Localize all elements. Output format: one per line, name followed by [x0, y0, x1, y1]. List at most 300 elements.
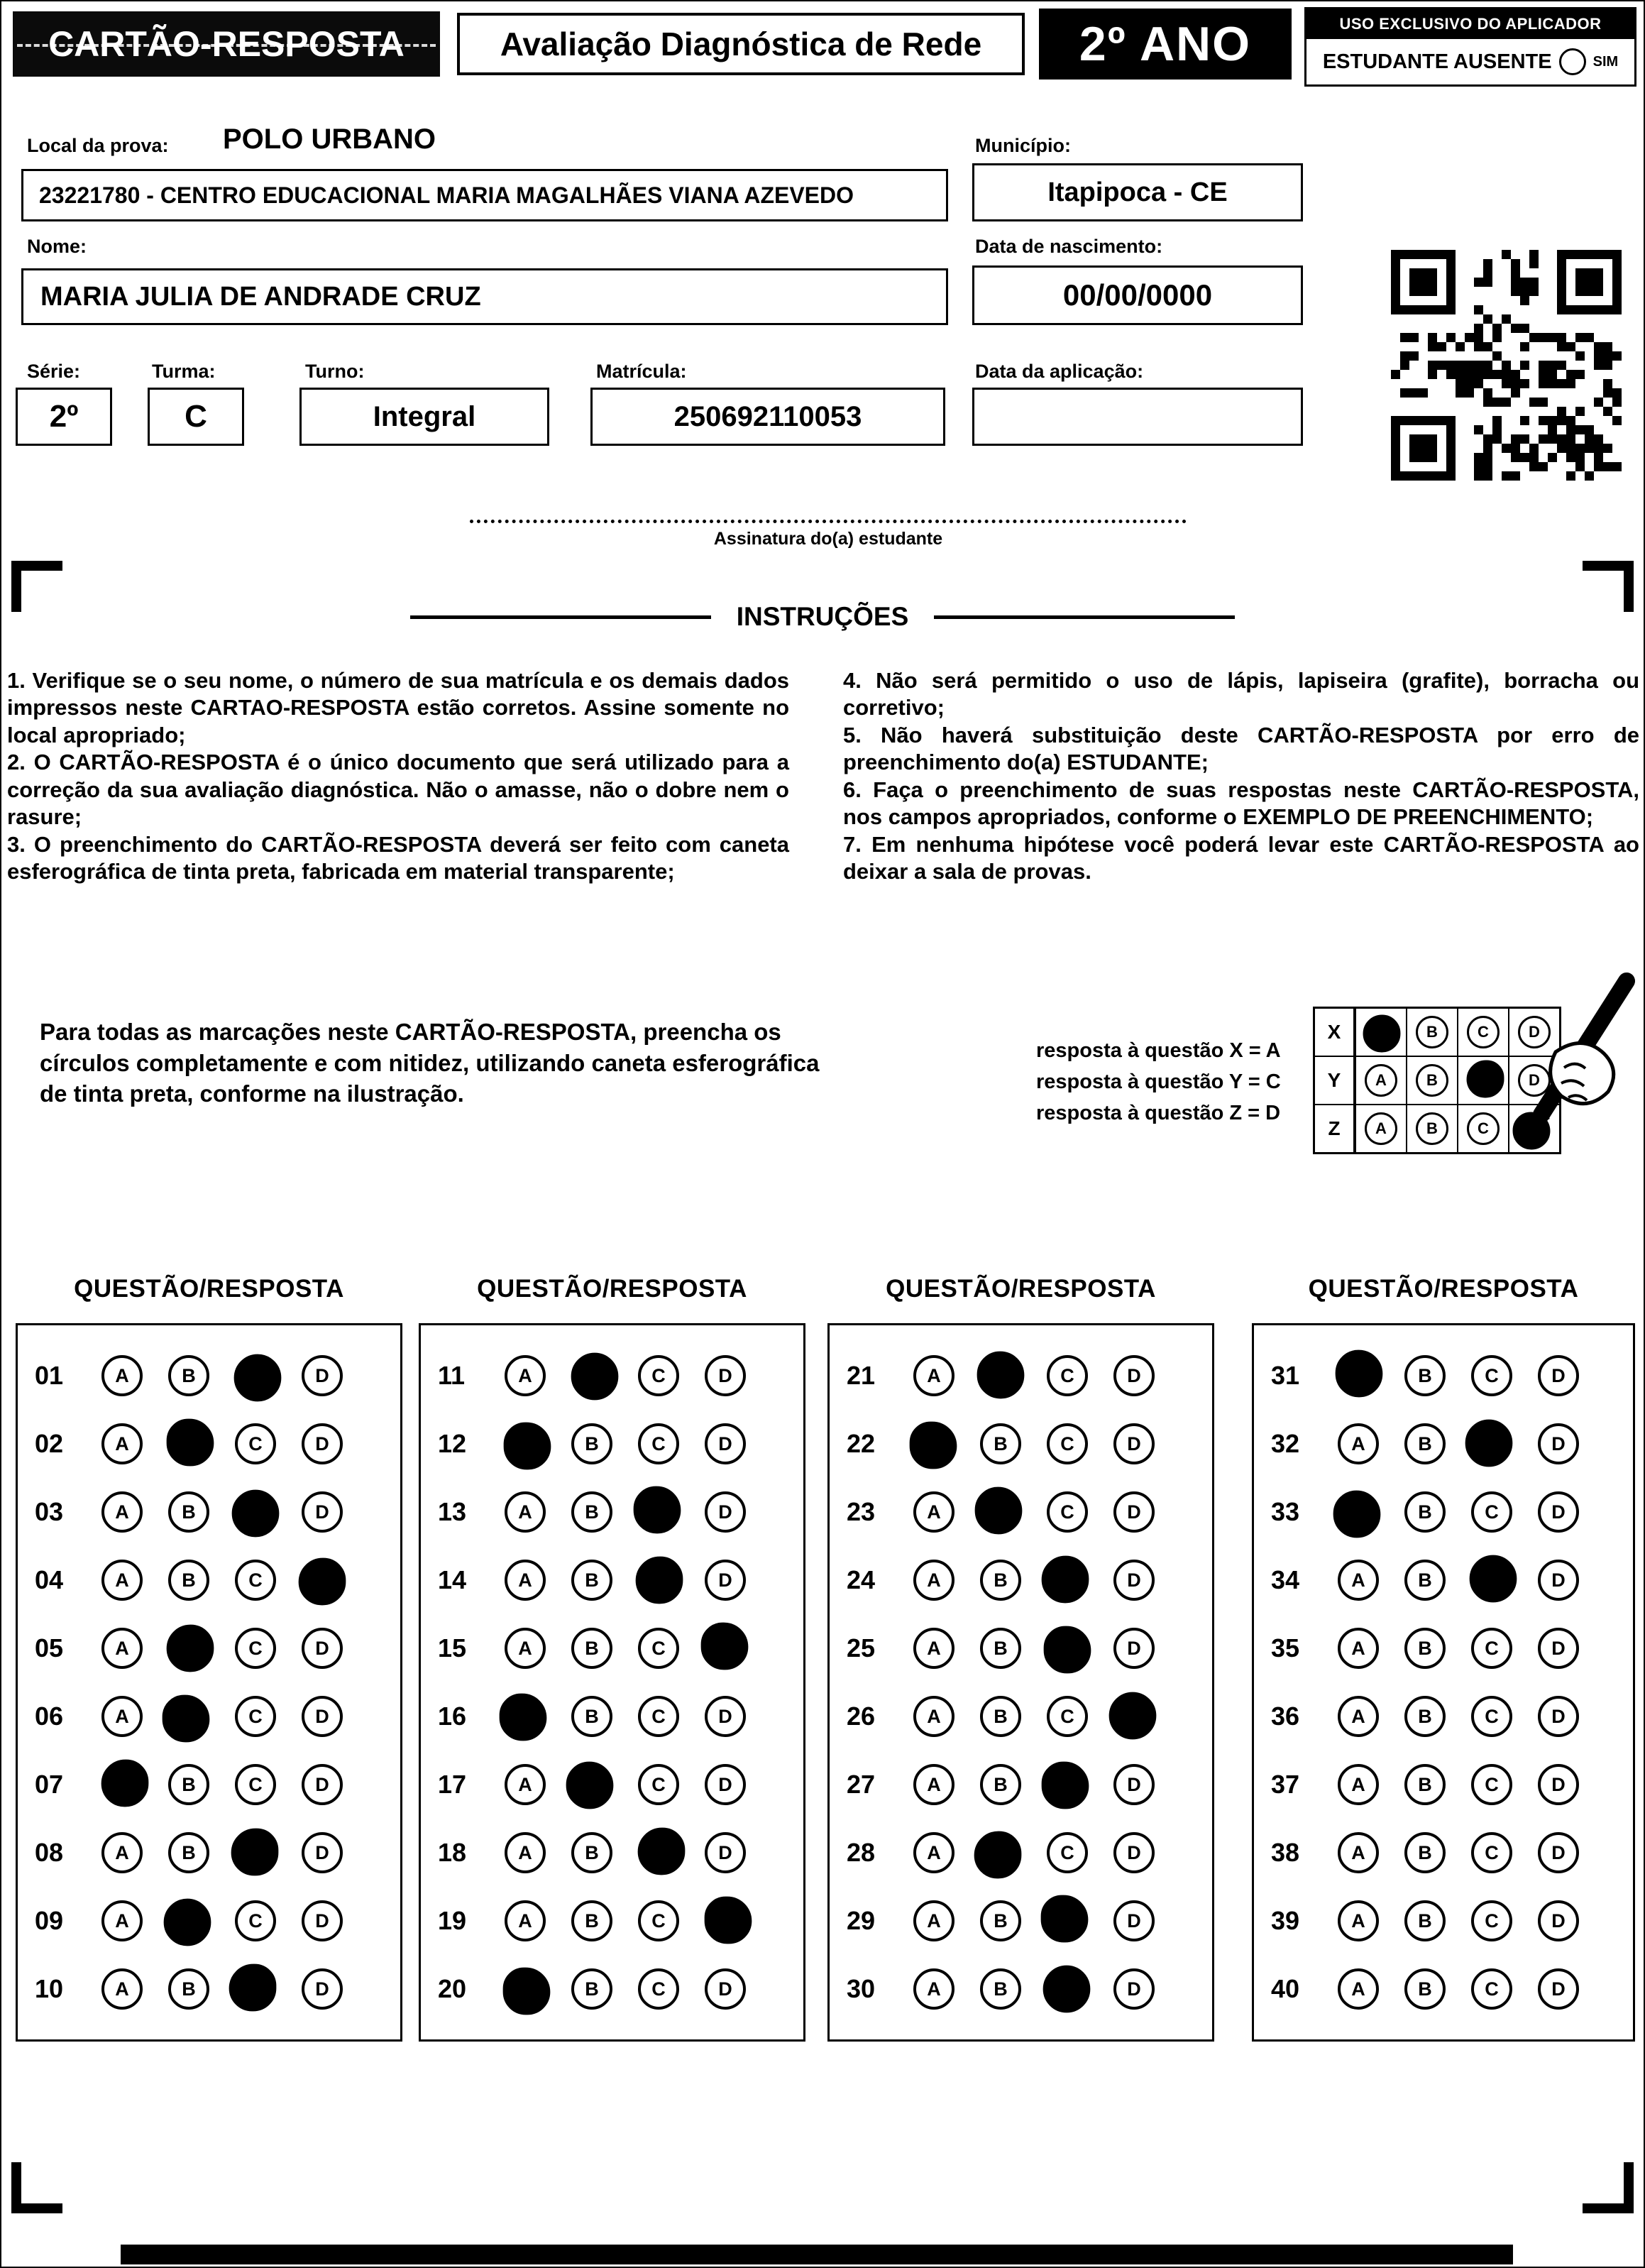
question-row-07 — [18, 1764, 400, 1805]
question-number: 35 — [1271, 1633, 1300, 1662]
question-number: 20 — [438, 1974, 467, 2003]
bubble-22-C[interactable]: C — [1047, 1423, 1088, 1464]
bubble-10-A[interactable]: A — [101, 1968, 143, 2010]
bubble-37-A[interactable]: A — [1338, 1764, 1379, 1805]
school-value: 23221780 - CENTRO EDUCACIONAL MARIA MAGALHÃES VIANA AZEVEDO — [39, 182, 854, 208]
bubble-35-A[interactable]: A — [1338, 1628, 1379, 1669]
question-number: 24 — [847, 1565, 876, 1594]
question-number: 37 — [1271, 1770, 1300, 1799]
bubble-05-B[interactable] — [167, 1625, 214, 1672]
question-row-05 — [18, 1628, 400, 1669]
exam-title-box — [457, 13, 1025, 75]
example-cell — [1406, 1009, 1457, 1056]
turno-field — [299, 388, 549, 446]
bubble-32-B[interactable]: B — [1404, 1423, 1446, 1464]
bubble-15-D[interactable] — [701, 1623, 749, 1670]
example-bubble-X-D: D — [1518, 1016, 1551, 1048]
question-number: 15 — [438, 1633, 467, 1662]
answers-header-2: QUESTÃO/RESPOSTA — [477, 1275, 747, 1303]
example-row-label: Y — [1315, 1057, 1355, 1104]
signature-label: Assinatura do(a) estudante — [713, 529, 943, 549]
question-row-21 — [830, 1355, 1212, 1396]
bubble-08-D[interactable]: D — [302, 1832, 343, 1873]
bubble-30-B[interactable]: B — [980, 1968, 1021, 2010]
question-number: 17 — [438, 1770, 467, 1799]
bubble-15-B[interactable]: B — [571, 1628, 612, 1669]
bubble-40-C[interactable]: C — [1471, 1968, 1512, 2010]
bubble-01-A[interactable]: A — [101, 1355, 143, 1396]
bubble-18-B[interactable]: B — [571, 1832, 612, 1873]
question-row-22 — [830, 1423, 1212, 1464]
question-number: 05 — [35, 1633, 64, 1662]
bubble-25-C[interactable] — [1044, 1626, 1091, 1674]
bubble-02-A[interactable]: A — [101, 1423, 143, 1464]
bubble-05-C[interactable]: C — [235, 1628, 276, 1669]
bubble-17-B[interactable] — [566, 1762, 614, 1809]
bubble-16-C[interactable]: C — [638, 1696, 679, 1737]
answers-column-1 — [16, 1323, 402, 2042]
bubble-38-A[interactable]: A — [1338, 1832, 1379, 1873]
bubble-23-A[interactable]: A — [913, 1491, 954, 1533]
bubble-19-C[interactable]: C — [638, 1900, 679, 1941]
example-cell — [1508, 1057, 1559, 1104]
bubble-17-A[interactable]: A — [505, 1764, 546, 1805]
bubble-12-A[interactable] — [504, 1423, 551, 1470]
question-number: 32 — [1271, 1429, 1300, 1458]
turno-label: Turno: — [305, 361, 365, 382]
bubble-16-D[interactable]: D — [705, 1696, 746, 1737]
crop-mark-bottom-left — [11, 2162, 62, 2213]
question-row-16 — [421, 1696, 803, 1737]
bubble-27-A[interactable]: A — [913, 1764, 954, 1805]
bubble-17-D[interactable]: D — [705, 1764, 746, 1805]
applicator-title: USO EXCLUSIVO DO APLICADOR — [1306, 9, 1634, 39]
bubble-25-D[interactable]: D — [1113, 1628, 1155, 1669]
question-row-37 — [1254, 1764, 1633, 1805]
turma-label: Turma: — [152, 361, 216, 382]
question-row-32 — [1254, 1423, 1633, 1464]
bubble-23-C[interactable]: C — [1047, 1491, 1088, 1533]
bubble-13-A[interactable]: A — [505, 1491, 546, 1533]
bubble-30-A[interactable]: A — [913, 1968, 954, 2010]
bubble-08-C[interactable] — [231, 1829, 279, 1876]
bubble-18-D[interactable]: D — [705, 1832, 746, 1873]
question-number: 25 — [847, 1633, 876, 1662]
bubble-23-B[interactable] — [975, 1487, 1023, 1535]
local-label: Local da prova: — [27, 135, 169, 156]
bubble-20-A[interactable] — [503, 1968, 551, 2015]
bubble-37-D[interactable]: D — [1538, 1764, 1579, 1805]
question-number: 29 — [847, 1906, 876, 1935]
dashed-line-decoration — [17, 44, 436, 47]
question-number: 10 — [35, 1974, 64, 2003]
bubble-11-C[interactable]: C — [638, 1355, 679, 1396]
bubble-14-B[interactable]: B — [571, 1560, 612, 1601]
bubble-29-A[interactable]: A — [913, 1900, 954, 1941]
bubble-05-A[interactable]: A — [101, 1628, 143, 1669]
bubble-21-B[interactable] — [977, 1352, 1025, 1399]
bubble-12-D[interactable]: D — [705, 1423, 746, 1464]
bubble-21-D[interactable]: D — [1113, 1355, 1155, 1396]
bubble-10-D[interactable]: D — [302, 1968, 343, 2010]
bubble-37-B[interactable]: B — [1404, 1764, 1446, 1805]
bubble-32-C[interactable] — [1465, 1420, 1513, 1467]
question-row-04 — [18, 1560, 400, 1601]
nome-value: MARIA JULIA DE ANDRADE CRUZ — [40, 281, 481, 312]
bubble-07-D[interactable]: D — [302, 1764, 343, 1805]
question-row-27 — [830, 1764, 1212, 1805]
question-row-28 — [830, 1832, 1212, 1873]
bubble-17-C[interactable]: C — [638, 1764, 679, 1805]
bubble-34-D[interactable]: D — [1538, 1560, 1579, 1601]
question-row-25 — [830, 1628, 1212, 1669]
question-number: 39 — [1271, 1906, 1300, 1935]
instructions-header — [1, 602, 1644, 632]
bubble-08-A[interactable]: A — [101, 1832, 143, 1873]
crop-mark-bottom-right — [1583, 2162, 1634, 2213]
question-number: 14 — [438, 1565, 467, 1594]
bubble-13-C[interactable] — [634, 1486, 681, 1534]
question-row-31 — [1254, 1355, 1633, 1396]
bubble-33-D[interactable]: D — [1538, 1491, 1579, 1533]
bottom-registration-bar — [121, 2245, 1513, 2264]
question-number: 19 — [438, 1906, 467, 1935]
nascimento-value: 00/00/0000 — [1062, 278, 1213, 312]
bubble-30-D[interactable]: D — [1113, 1968, 1155, 2010]
bubble-09-C[interactable]: C — [235, 1900, 276, 1941]
bubble-15-C[interactable]: C — [638, 1628, 679, 1669]
bubble-15-A[interactable]: A — [505, 1628, 546, 1669]
bubble-23-D[interactable]: D — [1113, 1491, 1155, 1533]
bubble-32-D[interactable]: D — [1538, 1423, 1579, 1464]
bubble-11-A[interactable]: A — [505, 1355, 546, 1396]
serie-value: 2º — [49, 399, 79, 434]
bubble-27-C[interactable] — [1042, 1762, 1089, 1809]
question-row-09 — [18, 1900, 400, 1941]
bubble-31-D[interactable]: D — [1538, 1355, 1579, 1396]
question-number: 07 — [35, 1770, 64, 1799]
aplicacao-field[interactable] — [972, 388, 1303, 446]
answers-column-3 — [827, 1323, 1214, 2042]
absent-label: ESTUDANTE AUSENTE — [1322, 50, 1552, 73]
bubble-06-A[interactable]: A — [101, 1696, 143, 1737]
bubble-39-A[interactable]: A — [1338, 1900, 1379, 1941]
bubble-14-C[interactable] — [636, 1557, 683, 1604]
bubble-29-D[interactable]: D — [1113, 1900, 1155, 1941]
question-number: 11 — [438, 1361, 466, 1390]
nascimento-label: Data de nascimento: — [975, 236, 1163, 257]
bubble-29-C[interactable] — [1041, 1895, 1089, 1943]
instruction-3: 3. O preenchimento do CARTÃO-RESPOSTA deverá ser feito com caneta esferográfica de tinta preta, fabricada em material transparente; — [7, 831, 789, 884]
question-row-14 — [421, 1560, 803, 1601]
question-number: 34 — [1271, 1565, 1300, 1594]
bubble-39-C[interactable]: C — [1471, 1900, 1512, 1941]
bubble-32-A[interactable]: A — [1338, 1423, 1379, 1464]
question-number: 28 — [847, 1838, 876, 1867]
bubble-31-A[interactable] — [1336, 1350, 1383, 1398]
bubble-28-C[interactable]: C — [1047, 1832, 1088, 1873]
question-number: 13 — [438, 1497, 467, 1526]
bubble-19-D[interactable] — [705, 1897, 752, 1944]
bubble-13-B[interactable]: B — [571, 1491, 612, 1533]
municipio-label: Município: — [975, 135, 1071, 156]
bubble-22-D[interactable]: D — [1113, 1423, 1155, 1464]
bubble-09-A[interactable]: A — [101, 1900, 143, 1941]
bubble-28-D[interactable]: D — [1113, 1832, 1155, 1873]
bubble-20-B[interactable]: B — [571, 1968, 612, 2010]
example-answer-lines — [1036, 1035, 1281, 1129]
example-row-Y — [1315, 1056, 1559, 1104]
answers-header-1: QUESTÃO/RESPOSTA — [74, 1275, 344, 1303]
example-cell — [1406, 1057, 1457, 1104]
bubble-05-D[interactable]: D — [302, 1628, 343, 1669]
bubble-03-B[interactable]: B — [168, 1491, 209, 1533]
bubble-40-A[interactable]: A — [1338, 1968, 1379, 2010]
bubble-37-C[interactable]: C — [1471, 1764, 1512, 1805]
bubble-36-D[interactable]: D — [1538, 1696, 1579, 1737]
bubble-28-B[interactable] — [974, 1831, 1022, 1879]
municipio-value: Itapipoca - CE — [1047, 177, 1228, 207]
example-row-label: Z — [1315, 1105, 1355, 1152]
question-row-36 — [1254, 1696, 1633, 1737]
bubble-27-D[interactable]: D — [1113, 1764, 1155, 1805]
bubble-25-B[interactable]: B — [980, 1628, 1021, 1669]
bubble-08-B[interactable]: B — [168, 1832, 209, 1873]
instructions-title: INSTRUÇÕES — [736, 602, 909, 631]
bubble-31-B[interactable]: B — [1404, 1355, 1446, 1396]
example-bubble-Y-D: D — [1518, 1064, 1551, 1097]
example-bubble-Y-A: A — [1365, 1064, 1397, 1097]
bubble-39-B[interactable]: B — [1404, 1900, 1446, 1941]
bubble-40-B[interactable]: B — [1404, 1968, 1446, 2010]
instruction-7: 7. Em nenhuma hipótese você poderá levar este CARTÃO-RESPOSTA ao deixar a sala de provas. — [843, 831, 1639, 884]
bubble-33-C[interactable]: C — [1471, 1491, 1512, 1533]
bubble-10-C[interactable] — [229, 1964, 277, 2012]
bubble-16-B[interactable]: B — [571, 1696, 612, 1737]
bubble-38-C[interactable]: C — [1471, 1832, 1512, 1873]
bubble-20-D[interactable]: D — [705, 1968, 746, 2010]
bubble-01-B[interactable]: B — [168, 1355, 209, 1396]
question-row-02 — [18, 1423, 400, 1464]
bubble-20-C[interactable]: C — [638, 1968, 679, 2010]
bubble-33-A[interactable] — [1333, 1491, 1381, 1538]
bubble-04-B[interactable]: B — [168, 1560, 209, 1601]
question-number: 06 — [35, 1702, 64, 1731]
question-number: 21 — [847, 1361, 876, 1390]
example-cell — [1355, 1009, 1406, 1056]
example-bubble-Y-C — [1467, 1061, 1504, 1098]
bubble-03-D[interactable]: D — [302, 1491, 343, 1533]
question-number: 26 — [847, 1702, 876, 1731]
bubble-22-A[interactable] — [910, 1422, 957, 1469]
question-row-18 — [421, 1832, 803, 1873]
bubble-24-B[interactable]: B — [980, 1560, 1021, 1601]
example-cell — [1508, 1105, 1559, 1152]
signature-line — [470, 520, 1187, 523]
bubble-38-D[interactable]: D — [1538, 1832, 1579, 1873]
absent-row — [1306, 39, 1634, 84]
bubble-33-B[interactable]: B — [1404, 1491, 1446, 1533]
question-row-19 — [421, 1900, 803, 1941]
bubble-13-D[interactable]: D — [705, 1491, 746, 1533]
instruction-1: 1. Verifique se o seu nome, o número de sua matrícula e os demais dados impressos neste CARTAO-RESPOSTA estão corretos. Assine somente no local apropriado; — [7, 668, 789, 747]
bubble-36-A[interactable]: A — [1338, 1696, 1379, 1737]
question-row-20 — [421, 1968, 803, 2010]
bubble-34-C[interactable] — [1470, 1555, 1517, 1603]
card-title-box — [13, 11, 440, 77]
bubble-07-B[interactable]: B — [168, 1764, 209, 1805]
bubble-22-B[interactable]: B — [980, 1423, 1021, 1464]
bubble-14-D[interactable]: D — [705, 1560, 746, 1601]
bubble-36-C[interactable]: C — [1471, 1696, 1512, 1737]
instructions-left-column — [7, 667, 789, 886]
bubble-35-C[interactable]: C — [1471, 1628, 1512, 1669]
bubble-07-C[interactable]: C — [235, 1764, 276, 1805]
question-number: 27 — [847, 1770, 876, 1799]
example-grid — [1313, 1007, 1561, 1154]
example-cell — [1355, 1057, 1406, 1104]
question-number: 16 — [438, 1702, 467, 1731]
example-row-X — [1315, 1009, 1559, 1056]
bubble-01-C[interactable] — [234, 1354, 282, 1402]
bubble-14-A[interactable]: A — [505, 1560, 546, 1601]
bubble-34-B[interactable]: B — [1404, 1560, 1446, 1601]
instruction-4: 4. Não será permitido o uso de lápis, lapiseira (grafite), borracha ou corretivo; — [843, 668, 1639, 721]
question-row-38 — [1254, 1832, 1633, 1873]
matricula-label: Matrícula: — [596, 361, 687, 382]
question-number: 23 — [847, 1497, 876, 1526]
example-bubble-Z-D — [1513, 1112, 1551, 1150]
signature-area[interactable] — [470, 520, 1187, 549]
bubble-11-B[interactable] — [571, 1353, 619, 1401]
bubble-40-D[interactable]: D — [1538, 1968, 1579, 2010]
example-row-label: X — [1315, 1009, 1355, 1056]
bubble-31-C[interactable]: C — [1471, 1355, 1512, 1396]
bubble-16-A[interactable] — [500, 1694, 547, 1741]
question-row-10 — [18, 1968, 400, 2010]
bubble-21-C[interactable]: C — [1047, 1355, 1088, 1396]
turma-field — [148, 388, 244, 446]
bubble-04-D[interactable] — [299, 1558, 346, 1606]
example-line-z: resposta à questão Z = D — [1036, 1102, 1281, 1125]
bubble-26-B[interactable]: B — [980, 1696, 1021, 1737]
question-number: 18 — [438, 1838, 467, 1867]
bubble-07-A[interactable] — [101, 1760, 149, 1807]
matricula-field — [590, 388, 945, 446]
bubble-09-B[interactable] — [164, 1899, 211, 1946]
bubble-02-D[interactable]: D — [302, 1423, 343, 1464]
bubble-11-D[interactable]: D — [705, 1355, 746, 1396]
instruction-5: 5. Não haverá substituição deste CARTÃO-RESPOSTA por erro de preenchimento do(a) ESTUDANTE; — [843, 722, 1639, 775]
bubble-26-C[interactable]: C — [1047, 1696, 1088, 1737]
nome-field — [21, 268, 948, 325]
question-row-24 — [830, 1560, 1212, 1601]
example-bubble-Y-B: B — [1416, 1064, 1448, 1097]
bubble-34-A[interactable]: A — [1338, 1560, 1379, 1601]
bubble-06-B[interactable] — [163, 1695, 210, 1743]
example-bubble-X-C: C — [1467, 1016, 1500, 1048]
example-bubble-Z-B: B — [1416, 1112, 1448, 1145]
example-cell — [1457, 1105, 1508, 1152]
bubble-12-C[interactable]: C — [638, 1423, 679, 1464]
bubble-35-B[interactable]: B — [1404, 1628, 1446, 1669]
question-row-11 — [421, 1355, 803, 1396]
matricula-value: 250692110053 — [673, 400, 862, 432]
bubble-01-D[interactable]: D — [302, 1355, 343, 1396]
bubble-02-C[interactable]: C — [235, 1423, 276, 1464]
example-bubble-Z-A: A — [1365, 1112, 1397, 1145]
bubble-29-B[interactable]: B — [980, 1900, 1021, 1941]
example-cell — [1457, 1057, 1508, 1104]
question-number: 01 — [35, 1361, 64, 1390]
turno-value: Integral — [373, 400, 476, 432]
example-cell — [1457, 1009, 1508, 1056]
bubble-19-A[interactable]: A — [505, 1900, 546, 1941]
instruction-2: 2. O CARTÃO-RESPOSTA é o único documento que será utilizado para a correção da sua avaliação diagnóstica. Não o amasse, não o dobre nem o rasure; — [7, 750, 789, 830]
bubble-19-B[interactable]: B — [571, 1900, 612, 1941]
bubble-36-B[interactable]: B — [1404, 1696, 1446, 1737]
bubble-03-C[interactable] — [232, 1490, 280, 1538]
answers-column-4 — [1252, 1323, 1635, 2042]
bubble-02-B[interactable] — [167, 1419, 214, 1467]
bubble-21-A[interactable]: A — [913, 1355, 954, 1396]
question-number: 31 — [1271, 1361, 1300, 1390]
example-bubble-Z-C: C — [1467, 1112, 1500, 1145]
bubble-06-D[interactable]: D — [302, 1696, 343, 1737]
question-row-26 — [830, 1696, 1212, 1737]
question-row-15 — [421, 1628, 803, 1669]
question-row-03 — [18, 1491, 400, 1533]
bubble-24-D[interactable]: D — [1113, 1560, 1155, 1601]
bubble-28-A[interactable]: A — [913, 1832, 954, 1873]
bubble-18-A[interactable]: A — [505, 1832, 546, 1873]
question-number: 03 — [35, 1497, 64, 1526]
bubble-26-D[interactable] — [1109, 1692, 1157, 1740]
bubble-04-A[interactable]: A — [101, 1560, 143, 1601]
question-number: 33 — [1271, 1497, 1300, 1526]
bubble-04-C[interactable]: C — [235, 1560, 276, 1601]
example-cell — [1355, 1105, 1406, 1152]
answers-header-3: QUESTÃO/RESPOSTA — [886, 1275, 1156, 1303]
bubble-39-D[interactable]: D — [1538, 1900, 1579, 1941]
bubble-25-A[interactable]: A — [913, 1628, 954, 1669]
card-title: CARTÃO-RESPOSTA — [48, 24, 405, 64]
example-cell — [1406, 1105, 1457, 1152]
serie-label: Série: — [27, 361, 81, 382]
question-number: 04 — [35, 1565, 64, 1594]
answers-header-4: QUESTÃO/RESPOSTA — [1308, 1275, 1579, 1303]
bubble-09-D[interactable]: D — [302, 1900, 343, 1941]
bubble-24-C[interactable] — [1042, 1556, 1089, 1604]
bubble-06-C[interactable]: C — [235, 1696, 276, 1737]
bubble-18-C[interactable] — [638, 1828, 686, 1875]
bubble-27-B[interactable]: B — [980, 1764, 1021, 1805]
example-line-x: resposta à questão X = A — [1036, 1039, 1281, 1062]
bubble-26-A[interactable]: A — [913, 1696, 954, 1737]
bubble-35-D[interactable]: D — [1538, 1628, 1579, 1669]
example-cell — [1508, 1009, 1559, 1056]
absent-bubble[interactable] — [1559, 48, 1586, 75]
question-row-12 — [421, 1423, 803, 1464]
bubble-12-B[interactable]: B — [571, 1423, 612, 1464]
bubble-10-B[interactable]: B — [168, 1968, 209, 2010]
rule-left — [410, 615, 711, 619]
question-row-13 — [421, 1491, 803, 1533]
bubble-30-C[interactable] — [1043, 1966, 1091, 2013]
bubble-24-A[interactable]: A — [913, 1560, 954, 1601]
bubble-38-B[interactable]: B — [1404, 1832, 1446, 1873]
bubble-03-A[interactable]: A — [101, 1491, 143, 1533]
